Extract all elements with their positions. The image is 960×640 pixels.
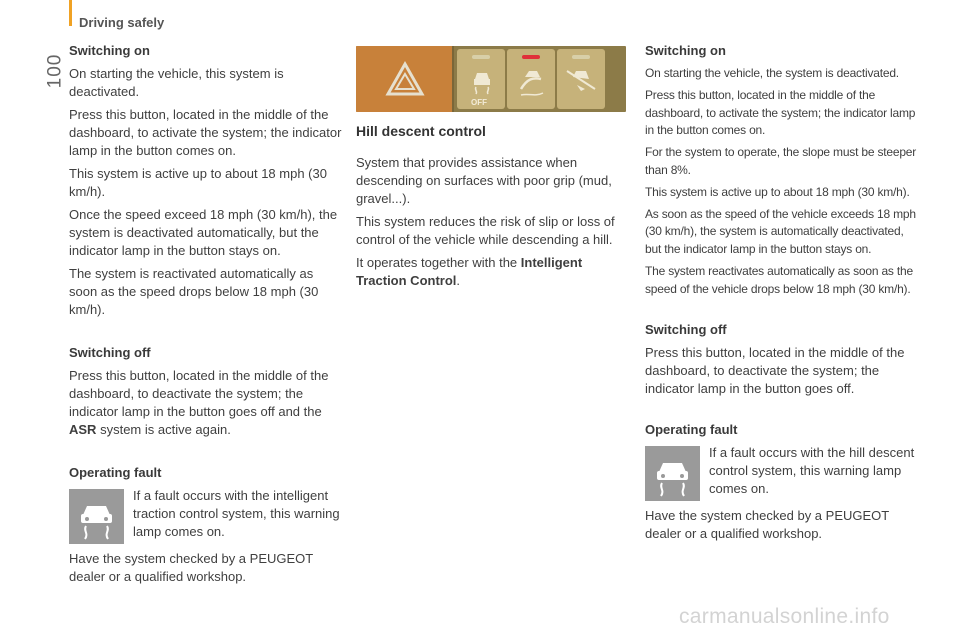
fault-text: If a fault occurs with the intelligent traction control system, this warning lamp comes on. (133, 488, 340, 539)
paragraph: The system is reactivated automatically as soon as the speed drops below 18 mph (30 km/h). (69, 266, 319, 317)
hill-descent-control-button[interactable] (557, 49, 605, 109)
paragraph: Press this button, located in the middle of the dashboard, to deactivate the system; the indicator lamp in the button goes off. (645, 344, 905, 396)
traction-warning-icon (69, 489, 124, 544)
operates-text: It operates together with the (356, 255, 518, 270)
paragraph (356, 254, 626, 290)
switching-on-heading: Switching on (69, 43, 150, 58)
fault-row (69, 487, 343, 544)
hill-descent-title: Hill descent control (356, 123, 486, 139)
paragraph: On starting the vehicle, this system is deactivated. (69, 66, 284, 99)
hill-descent-warning-icon (645, 446, 700, 501)
fault-row (645, 444, 920, 501)
paragraph: For the system to operate, the slope must be steeper than 8%. (645, 145, 917, 177)
off-label: OFF (471, 98, 487, 107)
itc-label: Intelligent Traction Control (356, 255, 583, 288)
asr-label: ASR (69, 422, 97, 437)
left-column (69, 42, 343, 591)
paragraph: Press this button, located in the middle of the dashboard, to activate the system; the indicator lamp in the button comes on. (645, 87, 916, 138)
dashboard-switch-panel (356, 46, 626, 112)
off-text: Press this button, located in the middle of the dashboard, to deactivate the system; the indicator lamp in the button goes off and the (69, 368, 329, 419)
hazard-button[interactable] (356, 46, 454, 112)
right-column (645, 42, 920, 548)
middle-column (356, 46, 626, 295)
off-text-end: system is active again. (100, 422, 231, 437)
paragraph: On starting the vehicle, the system is deactivated. (645, 66, 899, 80)
period: . (456, 273, 461, 288)
paragraph: The system reactivates automatically as soon as the speed of the vehicle drops below 18 mph (30 km/h). (645, 263, 913, 296)
paragraph: Have the system checked by a PEUGEOT dealer or a qualified workshop. (69, 551, 313, 584)
fault-text: If a fault occurs with the hill descent control system, this warning lamp comes on. (709, 444, 915, 496)
switching-off-heading: Switching off (645, 321, 727, 337)
paragraph: This system is active up to about 18 mph (30 km/h). (645, 184, 910, 199)
intelligent-traction-button[interactable] (507, 49, 555, 109)
paragraph: As soon as the speed of the vehicle exceeds 18 mph (30 km/h), the system is automatically deactivated, but the indicator lamp in the button stays on. (645, 206, 916, 257)
paragraph: This system reduces the risk of slip or loss of control of the vehicle while descending a hill. (356, 214, 615, 247)
operating-fault-heading: Operating fault (645, 421, 738, 437)
paragraph: Once the speed exceed 18 mph (30 km/h), the system is deactivated automatically, but the indicator lamp in the button stays on. (69, 207, 338, 258)
paragraph (69, 367, 343, 439)
header-accent-bar (69, 0, 72, 26)
switching-on-heading: Switching on (645, 43, 726, 58)
switching-off-heading: Switching off (69, 345, 151, 360)
section-title: Driving safely (79, 15, 165, 30)
watermark: carmanualsonline.info (679, 605, 890, 628)
paragraph: Press this button, located in the middle of the dashboard, to activate the system; the indicator lamp in the button comes on. (69, 107, 342, 158)
page-number: 100 (44, 53, 66, 89)
operating-fault-heading: Operating fault (69, 465, 162, 480)
traction-control-off-button[interactable] (457, 49, 505, 109)
switching-on-body (645, 65, 920, 299)
paragraph: Have the system checked by a PEUGEOT dealer or a qualified workshop. (645, 507, 889, 541)
paragraph: System that provides assistance when descending on surfaces with poor grip (mud, gravel...). (356, 155, 612, 206)
paragraph: This system is active up to about 18 mph (30 km/h). (69, 166, 327, 199)
